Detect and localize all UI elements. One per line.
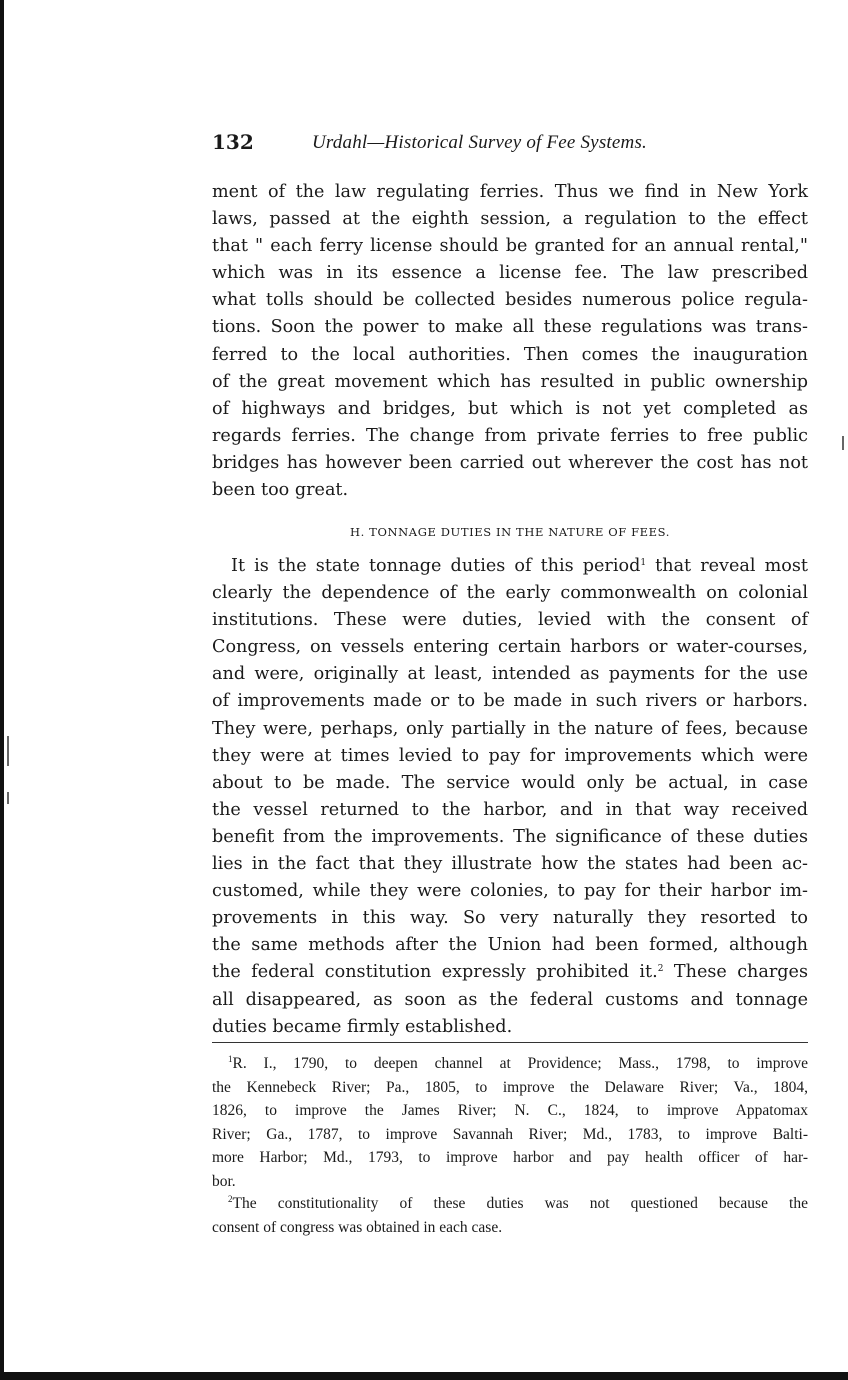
footnote-line: 1826, to improve the James River; N. C., 1824, to improve Appatomax (212, 1102, 808, 1120)
text-fragment: The constitutionality of these duties was not questioned because the (232, 1195, 808, 1212)
text-line: that " each ferry license should be granted for an annual rental," (212, 236, 808, 257)
text-fragment: It is the state tonnage duties of this period (231, 556, 641, 576)
paragraph-ferries (212, 179, 808, 504)
footnote-line: the Kennebeck River; Pa., 1805, to improve the Delaware River; Va., 1804, (212, 1078, 808, 1096)
text-line: They were, perhaps, only partially in the nature of fees, because (212, 718, 808, 739)
footnote-1 (212, 1052, 808, 1194)
footnote-ref-2[interactable]: 2 (657, 964, 664, 975)
text-line: tions. Soon the power to make all these regulations was trans- (212, 317, 808, 338)
footnote-line: more Harbor; Md., 1793, to improve harbor and pay health officer of har- (212, 1149, 808, 1167)
text-line: benefit from the improvements. The significance of these duties (212, 826, 808, 847)
scan-edge-left (0, 0, 4, 1380)
footnote-marker: 1 (228, 1054, 233, 1064)
text-line: of improvements made or to be made in such rivers or harbors. (212, 691, 808, 712)
footnote-divider (212, 1042, 808, 1043)
text-line: bridges has however been carried out wherever the cost has not (212, 452, 808, 473)
text-fragment: the federal constitution expressly prohibited it. (212, 962, 658, 983)
footnote-ref-1[interactable]: 1 (640, 558, 647, 568)
text-fragment: These charges (673, 962, 808, 983)
text-line: what tolls should be collected besides numerous police regula- (212, 290, 808, 311)
margin-mark-left-1 (7, 736, 9, 766)
page-number: 132 (212, 130, 254, 154)
text-line: ferred to the local authorities. Then comes the inauguration (212, 344, 808, 365)
footnote-line: River; Ga., 1787, to improve Savannah River; Md., 1783, to improve Balti- (212, 1125, 808, 1143)
text-line: the same methods after the Union had been formed, although (212, 935, 808, 956)
text-line: Congress, on vessels entering certain harbors or water-courses, (212, 637, 808, 658)
text-line-first (212, 553, 808, 580)
text-line: and were, originally at least, intended as payments for the use (212, 664, 808, 685)
text-line: lies in the fact that they illustrate how the states had been ac- (212, 854, 808, 875)
footnote-line (212, 1052, 808, 1076)
footnote-line: consent of congress was obtained in each case. (212, 1218, 503, 1236)
footnote-marker: 2 (228, 1194, 233, 1204)
section-heading: H. TONNAGE DUTIES IN THE NATURE OF FEES. (350, 525, 670, 539)
margin-mark-left-2 (7, 792, 9, 804)
footnote-line (212, 1192, 808, 1216)
text-line: institutions. These were duties, levied with the consent of (212, 610, 808, 631)
text-line: which was in its essence a license fee. The law prescribed (212, 263, 808, 284)
footnote-line: bor. (212, 1172, 236, 1190)
text-line: customed, while they were colonies, to pay for their harbor im- (212, 881, 808, 902)
text-line: laws, passed at the eighth session, a regulation to the effect (212, 209, 808, 230)
margin-mark-right (842, 436, 844, 450)
text-line: all disappeared, as soon as the federal customs and tonnage (212, 989, 808, 1010)
text-fragment: R. I., 1790, to deepen channel at Providence; Mass., 1798, to improve (232, 1055, 808, 1072)
text-line: the vessel returned to the harbor, and in that way received (212, 799, 808, 820)
page-header (212, 130, 808, 160)
text-line: of highways and bridges, but which is not yet completed as (212, 398, 808, 419)
text-line: duties became firmly established. (212, 1016, 513, 1037)
text-line: about to be made. The service would only be actual, in case (212, 772, 808, 793)
text-line: been too great. (212, 480, 349, 501)
footnote-2 (212, 1192, 808, 1239)
text-line: clearly the dependence of the early commonwealth on colonial (212, 583, 808, 604)
text-line-with-ref (212, 959, 808, 986)
text-line: of the great movement which has resulted in public ownership (212, 371, 808, 392)
text-line: ment of the law regulating ferries. Thus we find in New York (212, 182, 808, 202)
text-line: they were at times levied to pay for improvements which were (212, 745, 808, 766)
text-fragment: that reveal most (655, 556, 809, 576)
paragraph-tonnage-duties (212, 553, 808, 1041)
text-line: provements in this way. So very naturally they resorted to (212, 908, 808, 929)
text-line: regards ferries. The change from private ferries to free public (212, 425, 808, 446)
scan-edge-bottom (0, 1372, 848, 1380)
running-title: Urdahl—Historical Survey of Fee Systems. (312, 132, 647, 153)
